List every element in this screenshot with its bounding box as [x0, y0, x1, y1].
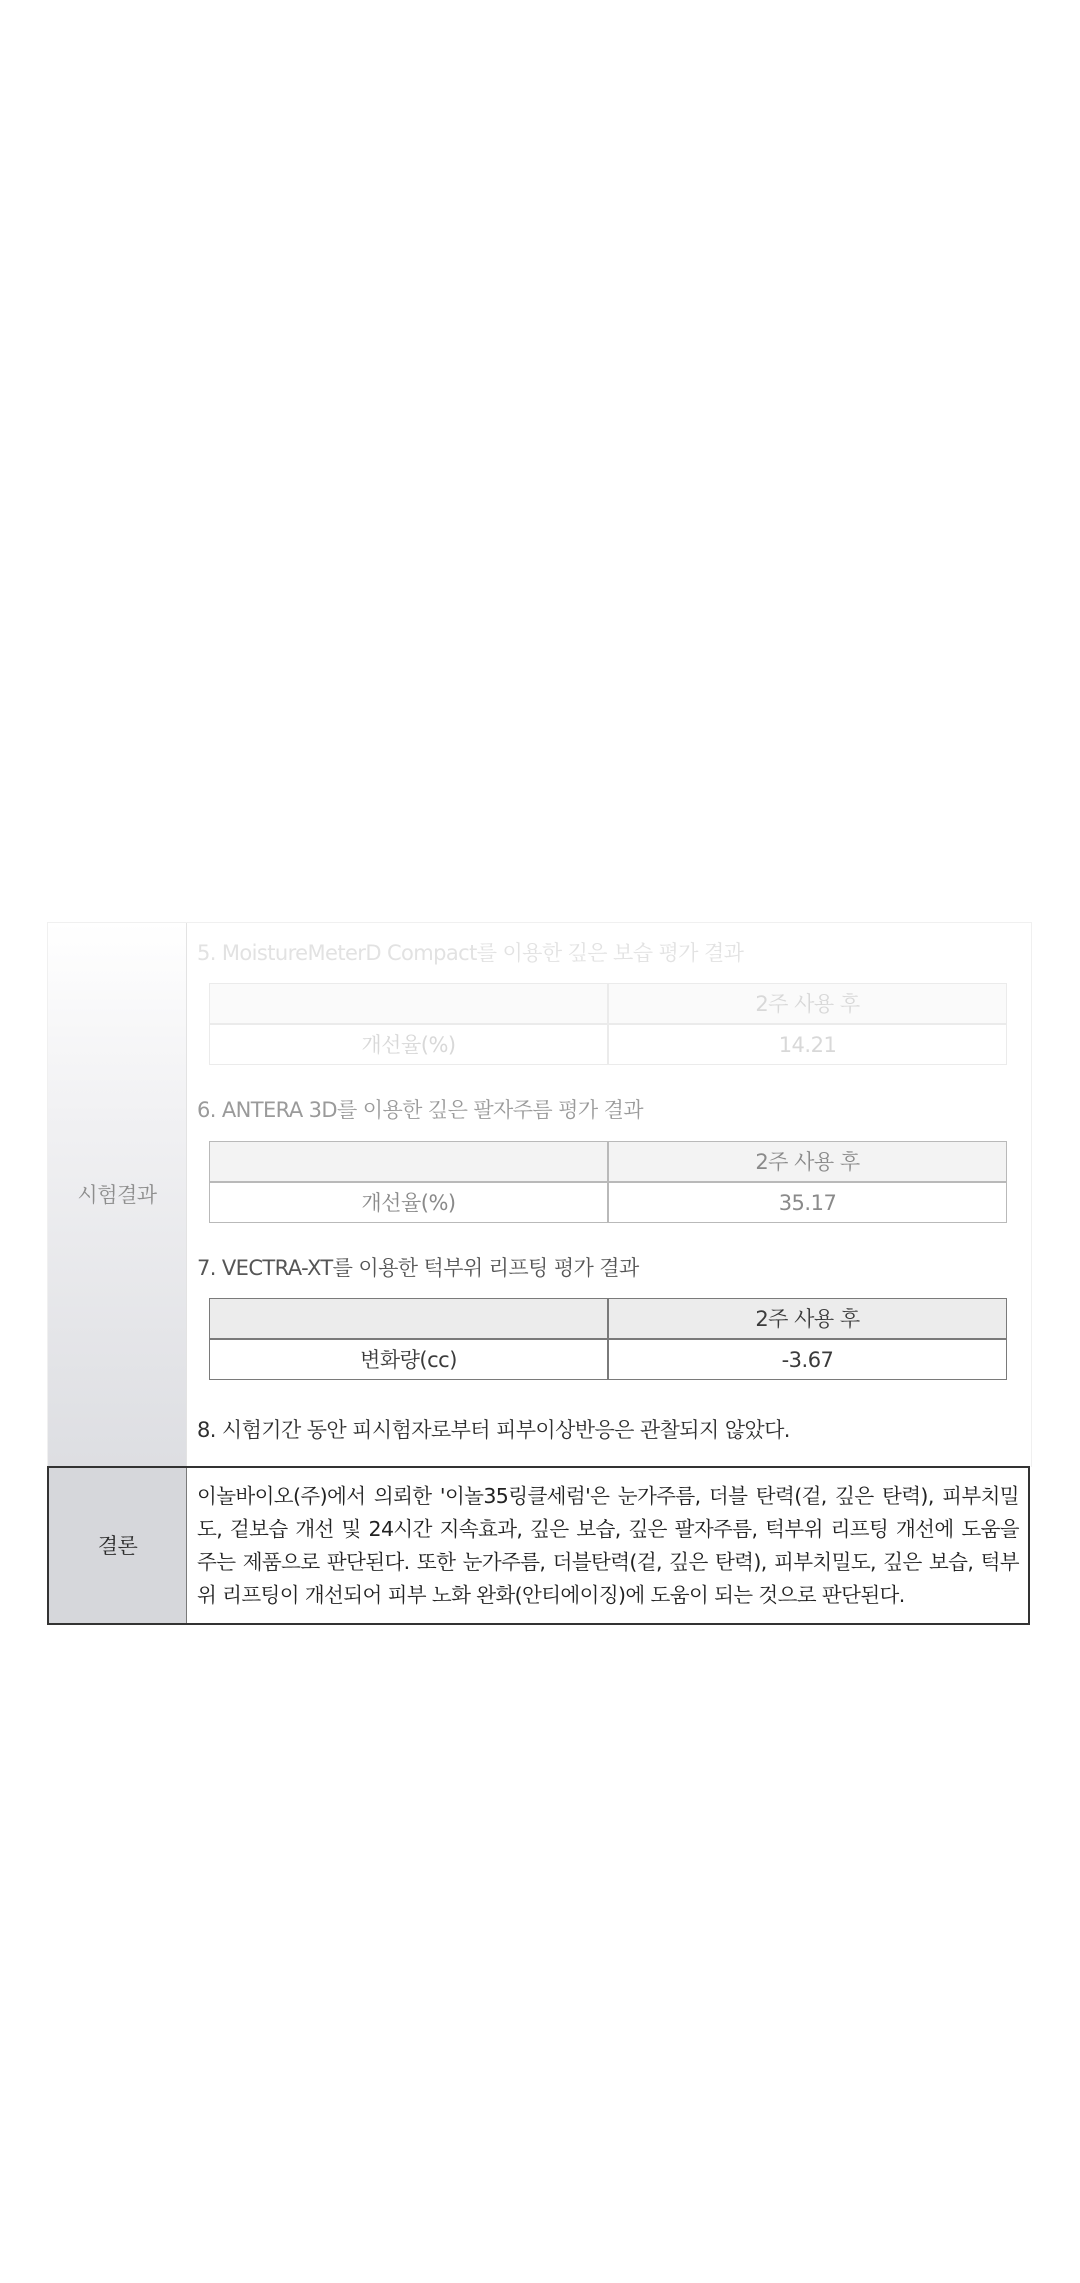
results-row — [47, 922, 1032, 1467]
section-7-header-right: 2주 사용 후 — [608, 1298, 1007, 1339]
section-6-title: 6. ANTERA 3D를 이용한 깊은 팔자주름 평가 결과 — [197, 1098, 643, 1122]
section-7-row-value: -3.67 — [608, 1339, 1007, 1380]
section-5-header-left — [209, 983, 608, 1024]
section-5-row-label: 개선율(%) — [209, 1024, 608, 1065]
section-5-title: 5. MoistureMeterD Compact를 이용한 깊은 보습 평가 결과 — [197, 941, 744, 965]
section-7-table — [209, 1298, 1007, 1382]
results-label-cell — [48, 923, 187, 1467]
section-5-table — [209, 983, 1007, 1067]
results-content — [187, 923, 1031, 1467]
section-7-title: 7. VECTRA-XT를 이용한 턱부위 리프팅 평가 결과 — [197, 1256, 639, 1280]
section-6-row-label: 개선율(%) — [209, 1182, 608, 1223]
section-6-header-right: 2주 사용 후 — [608, 1141, 1007, 1182]
section-5-row-value: 14.21 — [608, 1024, 1007, 1065]
conclusion-label: 결론 — [97, 1534, 138, 1558]
section-7-row-label: 변화량(cc) — [209, 1339, 608, 1380]
section-6-header-left — [209, 1141, 608, 1182]
conclusion-label-cell — [49, 1468, 187, 1623]
section-5-header-right: 2주 사용 후 — [608, 983, 1007, 1024]
section-7-header-left — [209, 1298, 608, 1339]
section-6-row-value: 35.17 — [608, 1182, 1007, 1223]
conclusion-row — [47, 1466, 1030, 1625]
conclusion-text: 이놀바이오(주)에서 의뢰한 '이놀35링클세럼'은 눈가주름, 더블 탄력(겉, 깊은 탄력), 피부치밀도, 겉보습 개선 및 24시간 지속효과, 깊은 보습, 깊은 팔자주름, 턱부위 리프팅 개선에 도움을 주는 제품으로 판단된다. 또한 눈가주름, 더블탄력(겉, 깊은 탄력), 피부치밀도, 깊은 보습, 턱부위 리프팅이 개선되어 피부 노화 완화(안티에이징)에 도움이 되는 것으로 판단된다. — [197, 1484, 1019, 1607]
test-report-table — [47, 922, 1030, 1625]
results-label: 시험결과 — [77, 1183, 157, 1207]
section-6-table — [209, 1141, 1007, 1225]
adverse-reaction-note: 8. 시험기간 동안 피시험자로부터 피부이상반응은 관찰되지 않았다. — [197, 1418, 790, 1442]
